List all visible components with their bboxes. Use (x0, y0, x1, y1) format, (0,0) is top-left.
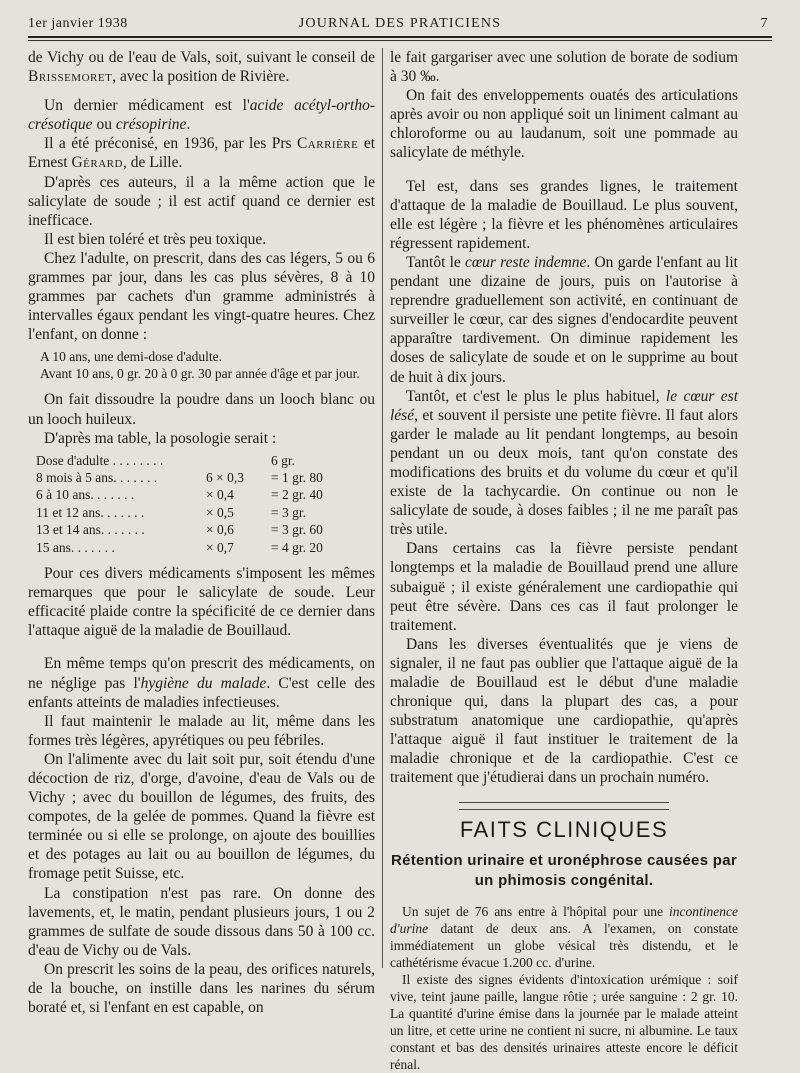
dosage-row: 13 et 14 ans. . . . . . . × 0,6 = 3 gr. 60 (36, 522, 323, 538)
header-rule (28, 36, 772, 38)
paragraph: La constipation n'est pas rare. On donne des lavements, et, le matin, pendant plusieurs jours, 1 ou 2 grammes de sulfate de soude dissous dans 50 à 100 cc. d'eau de Vichy ou de Vals. (28, 884, 375, 959)
paragraph: On l'alimente avec du lait soit pur, soit étendu d'une décoction de riz, d'orge, d'avoine, d'eau de Vals ou de Vichy ; avec du bouillon de légumes, des fruits, des compotes, de la gelée de pommes. Quand la fièvre est terminée ou si elle se prolonge, on ajoute des bouillies et des potages au lait ou au bouillon de légumes, du fromage petit Suisse, etc. (28, 750, 375, 883)
paragraph: En même temps qu'on prescrit des médicaments, on ne néglige pas l'hygiène du malade. C'est celle des enfants atteints de maladies infectieuses. (28, 655, 376, 711)
paragraph: D'après ma table, la posologie serait : (44, 429, 277, 447)
paragraph: Un dernier médicament est l'acide acétyl-ortho-crésotique ou crésopirine. (28, 97, 375, 134)
case-title: Rétention urinaire et uronéphrose causées par un phimosis congénital. (390, 851, 738, 889)
journal-title: JOURNAL DES PRATICIENS (298, 16, 502, 31)
paragraph: Tel est, dans ses grandes lignes, le traitement d'attaque de la maladie de Bouillaud. Le plus souvent, elle est légère ; la fièvre et les phénomènes articulaires régressent rapidement. (390, 177, 738, 252)
child-dosage-note (28, 348, 375, 382)
paragraph: Dans certains cas la fièvre persiste pendant longtemps et la maladie de Bouillaud prend une allure subaiguë ; il existe généralement une cardiopathie qui peut être sévère. Dans ces cas il faut prolonger le traitement. (390, 540, 738, 634)
paragraph: Un sujet de 76 ans entre à l'hôpital pour une incontinence d'urine datant de deux ans. A l'examen, on constate immédiatement un globe vésical très distendu, et le cathétérisme évacue 1.200 cc. d'urine. (390, 903, 738, 970)
paragraph: Il faut maintenir le malade au lit, même dans les formes très légères, apyrétiques ou peu fébriles. (28, 712, 375, 749)
dosage-row: Dose d'adulte . . . . . . . . 6 gr. (36, 452, 296, 468)
paragraph: On fait dissoudre la poudre dans un looch blanc ou un looch huileux. (28, 391, 375, 428)
paragraph: Tantôt le cœur reste indemne. On garde l'enfant au lit pendant une dizaine de jours, puis on l'autorise à reprendre graduellement son activité, en continuant de surveiller le cœur, car des signes d'endocardite peuvent apparaître tardivement. On diminue rapidement les doses de salicylate de soude et on le supprime au bout de huit à dix jours. (390, 253, 738, 386)
paragraph: le fait gargariser avec une solution de borate de sodium à 30 ‰. (390, 49, 738, 86)
section-ornament (459, 802, 669, 810)
dosage-line: A 10 ans, une demi-dose d'adulte. (40, 349, 223, 365)
column-divider (382, 48, 383, 968)
dosage-row: 6 à 10 ans. . . . . . . × 0,4 = 2 gr. 40 (36, 487, 323, 503)
paragraph: D'après ces auteurs, il a la même action que le salicylate de soude ; il est actif quand ce dernier est inefficace. (28, 173, 375, 229)
dosage-line: Avant 10 ans, 0 gr. 20 à 0 gr. 30 par année d'âge et par jour. (40, 366, 360, 382)
paragraph: Il a été préconisé, en 1936, par les Prs Carrière et Ernest Gérard, de Lille. (28, 135, 376, 172)
paragraph: Il est bien toléré et très peu toxique. (44, 230, 267, 248)
paragraph: Pour ces divers médicaments s'imposent les mêmes remarques que pour le salicylate de soude. Leur efficacité plaide contre la spécificité de ce dernier dans l'attaque aiguë de la maladie de Bouillaud. (28, 565, 375, 640)
paragraph: Il existe des signes évidents d'intoxication urémique : soif vive, teint jaune paille, langue rôtie ; urée sanguine : 2 gr. 10. La quantité d'urine émise dans la journée par le malade atteint un litre, et cette urine ne contient ni sucre, ni albumine. Le taux constant et bas des densités urinaires atteste encore le déficit rénal. (390, 971, 738, 1072)
header-rule-thin (28, 40, 772, 41)
header-date: 1er janvier 1938 (28, 16, 128, 31)
dosage-row: 11 et 12 ans. . . . . . . × 0,5 = 3 gr. (36, 504, 306, 520)
page-number: 7 (760, 16, 768, 31)
paragraph: On prescrit les soins de la peau, des orifices naturels, de la bouche, on instille dans les narines du sérum boraté et, si l'enfant en est capable, on (28, 960, 375, 1017)
section-heading: FAITS CLINIQUES (459, 816, 669, 842)
dosage-row: 15 ans. . . . . . . × 0,7 = 4 gr. 20 (36, 539, 323, 555)
case-report (390, 903, 738, 1073)
dosage-table (28, 452, 375, 556)
paragraph: Dans les diverses éventualités que je viens de signaler, il ne faut pas oublier que l'attaque aiguë de la maladie de Bouillaud est le début d'une maladie chronique qui, dans la plupart des cas, a pour substratum anatomique une cardiopathie, qu'après l'attaque aiguë il faut instituer le traitement de la maladie chronique et de la cardiopathie. C'est ce traitement que j'étudierai dans un prochain numéro. (390, 635, 738, 787)
paragraph: de Vichy ou de l'eau de Vals, soit, suivant le conseil de Brissemoret, avec la position de Rivière. (28, 49, 375, 86)
page-header (28, 14, 772, 36)
right-column (390, 48, 738, 1073)
paragraph: Chez l'adulte, on prescrit, dans des cas légers, 5 ou 6 grammes par jour, dans les cas plus sévères, 8 à 10 grammes par cachets d'un gramme administrés à intervalles égaux pendant les vingt-quatre heures. Chez l'enfant, on donne : (28, 249, 375, 344)
paragraph: On fait des enveloppements ouatés des articulations après avoir ou non appliqué soit un liniment calmant au chloroforme ou au laudanum, soit une pommade au salicylate de méthyle. (390, 87, 738, 162)
left-column (28, 48, 375, 1017)
dosage-row: 8 mois à 5 ans. . . . . . . 6 × 0,3 = 1 gr. 80 (36, 470, 323, 486)
paragraph: Tantôt, et c'est le plus le plus habituel, le cœur est lésé, et souvent il persiste une petite fièvre. Il faut alors garder le malade au lit pendant longtemps, au besoin pendant un ou deux mois, tant qu'on constate des modifications des bruits et du volume du cœur et qu'il existe de la tachycardie. On continue ou non le salicylate de soude, à doses faibles ; il ne me paraît pas très utile. (390, 387, 739, 539)
